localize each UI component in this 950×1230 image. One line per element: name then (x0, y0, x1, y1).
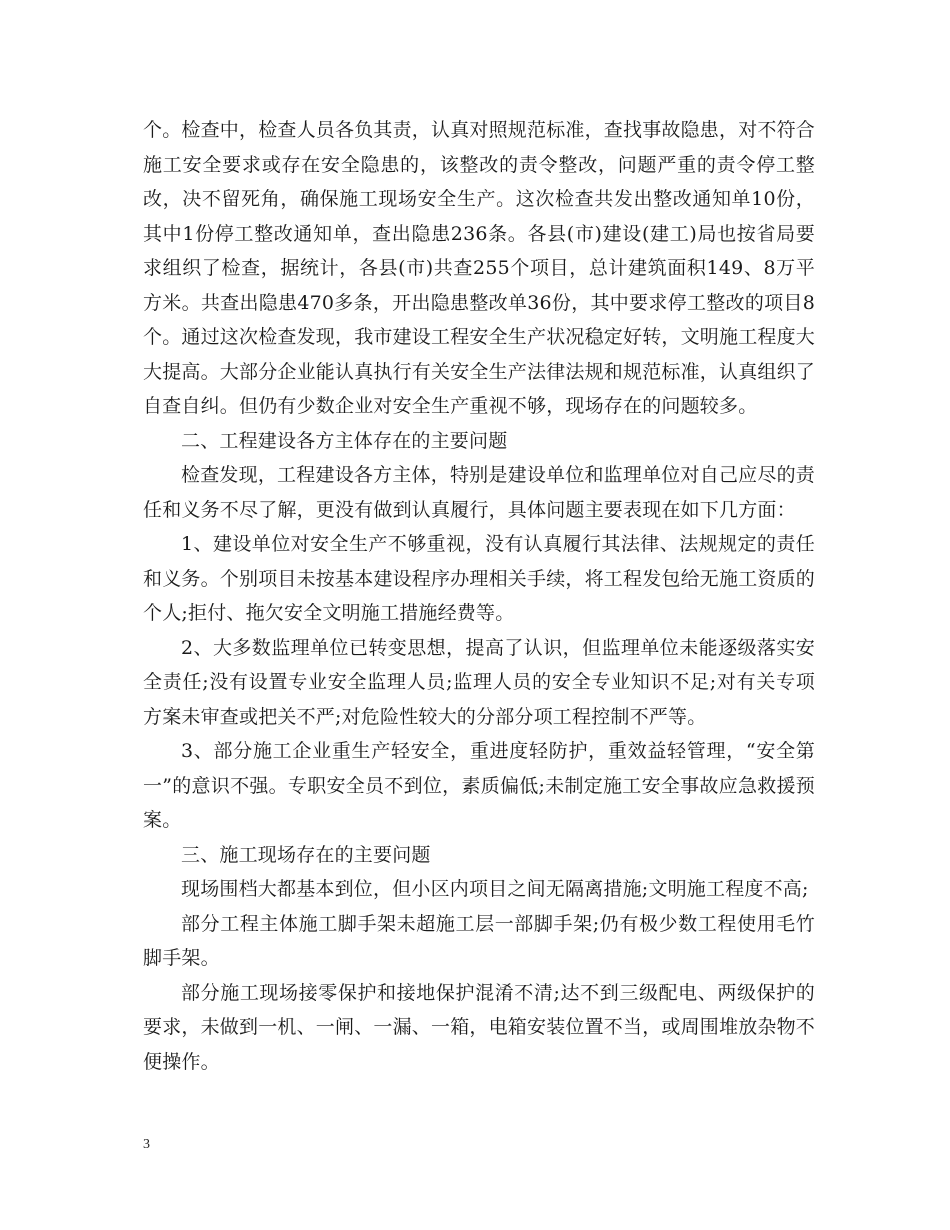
body-text (143, 113, 815, 1079)
paragraph-inspection-findings: 检查发现，工程建设各方主体，特别是建设单位和监理单位对自己应尽的责任和义务不尽了解，更没有做到认真履行，具体问题主要表现在如下几方面： (143, 464, 815, 521)
page-number: 3 (143, 1137, 150, 1152)
paragraph-electrical-protection: 部分施工现场接零保护和接地保护混淆不清;达不到三级配电、两级保护的要求，未做到一机、一闸、一漏、一箱，电箱安装位置不当，或周围堆放杂物不便操作。 (143, 981, 816, 1073)
paragraph-scaffolding: 部分工程主体施工脚手架未超施工层一部脚手架;仍有极少数工程使用毛竹脚手架。 (143, 912, 815, 969)
paragraph-item-1-construction-units: 1、建设单位对安全生产不够重视，没有认真履行其法律、法规规定的责任和义务。个别项目未按基本建设程序办理相关手续，将工程发包给无施工资质的个人;拒付、拖欠安全文明施工措施经费等。 (143, 533, 816, 624)
section-heading-main-parties-problems: 二、工程建设各方主体存在的主要问题 (181, 429, 508, 452)
paragraph-site-enclosure: 现场围档大都基本到位，但小区内项目之间无隔离措施;文明施工程度不高; (181, 878, 809, 900)
section-heading-site-problems: 三、施工现场存在的主要问题 (181, 843, 431, 866)
paragraph-continuation: 个。检查中，检查人员各负其责，认真对照规范标准，查找事故隐患，对不符合施工安全要求或存在安全隐患的，该整改的责令整改，问题严重的责令停工整改，决不留死角，确保施工现场安全生产。这次检查共发出整改通知单10份，其中1份停工整改通知单，查出隐患236条。各县(市)建设(建工)局也按省局要求组织了检查，据统计，各县(市)共查255个项目，总计建筑面积149、8万平方米。共查出隐患470多条，开出隐患整改单36份，其中要求停工整改的项目8个。通过这次检查发现，我市建设工程安全生产状况稳定好转，文明施工程度大大提高。大部分企业能认真执行有关安全生产法律法规和规范标准，认真组织了自查自纠。但仍有少数企业对安全生产重视不够，现场存在的问题较多。 (143, 119, 816, 417)
paragraph-item-2-supervision-units: 2、大多数监理单位已转变思想，提高了认识，但监理单位未能逐级落实安全责任;没有设置专业安全监理人员;监理人员的安全专业知识不足;对有关专项方案未审查或把关不严;对危险性较大的分部分项工程控制不严等。 (143, 636, 815, 728)
paragraph-item-3-contractors: 3、部分施工企业重生产轻安全，重进度轻防护，重效益轻管理，“安全第一”的意识不强。专职安全员不到位，素质偏低;未制定施工安全事故应急救援预案。 (143, 740, 815, 831)
